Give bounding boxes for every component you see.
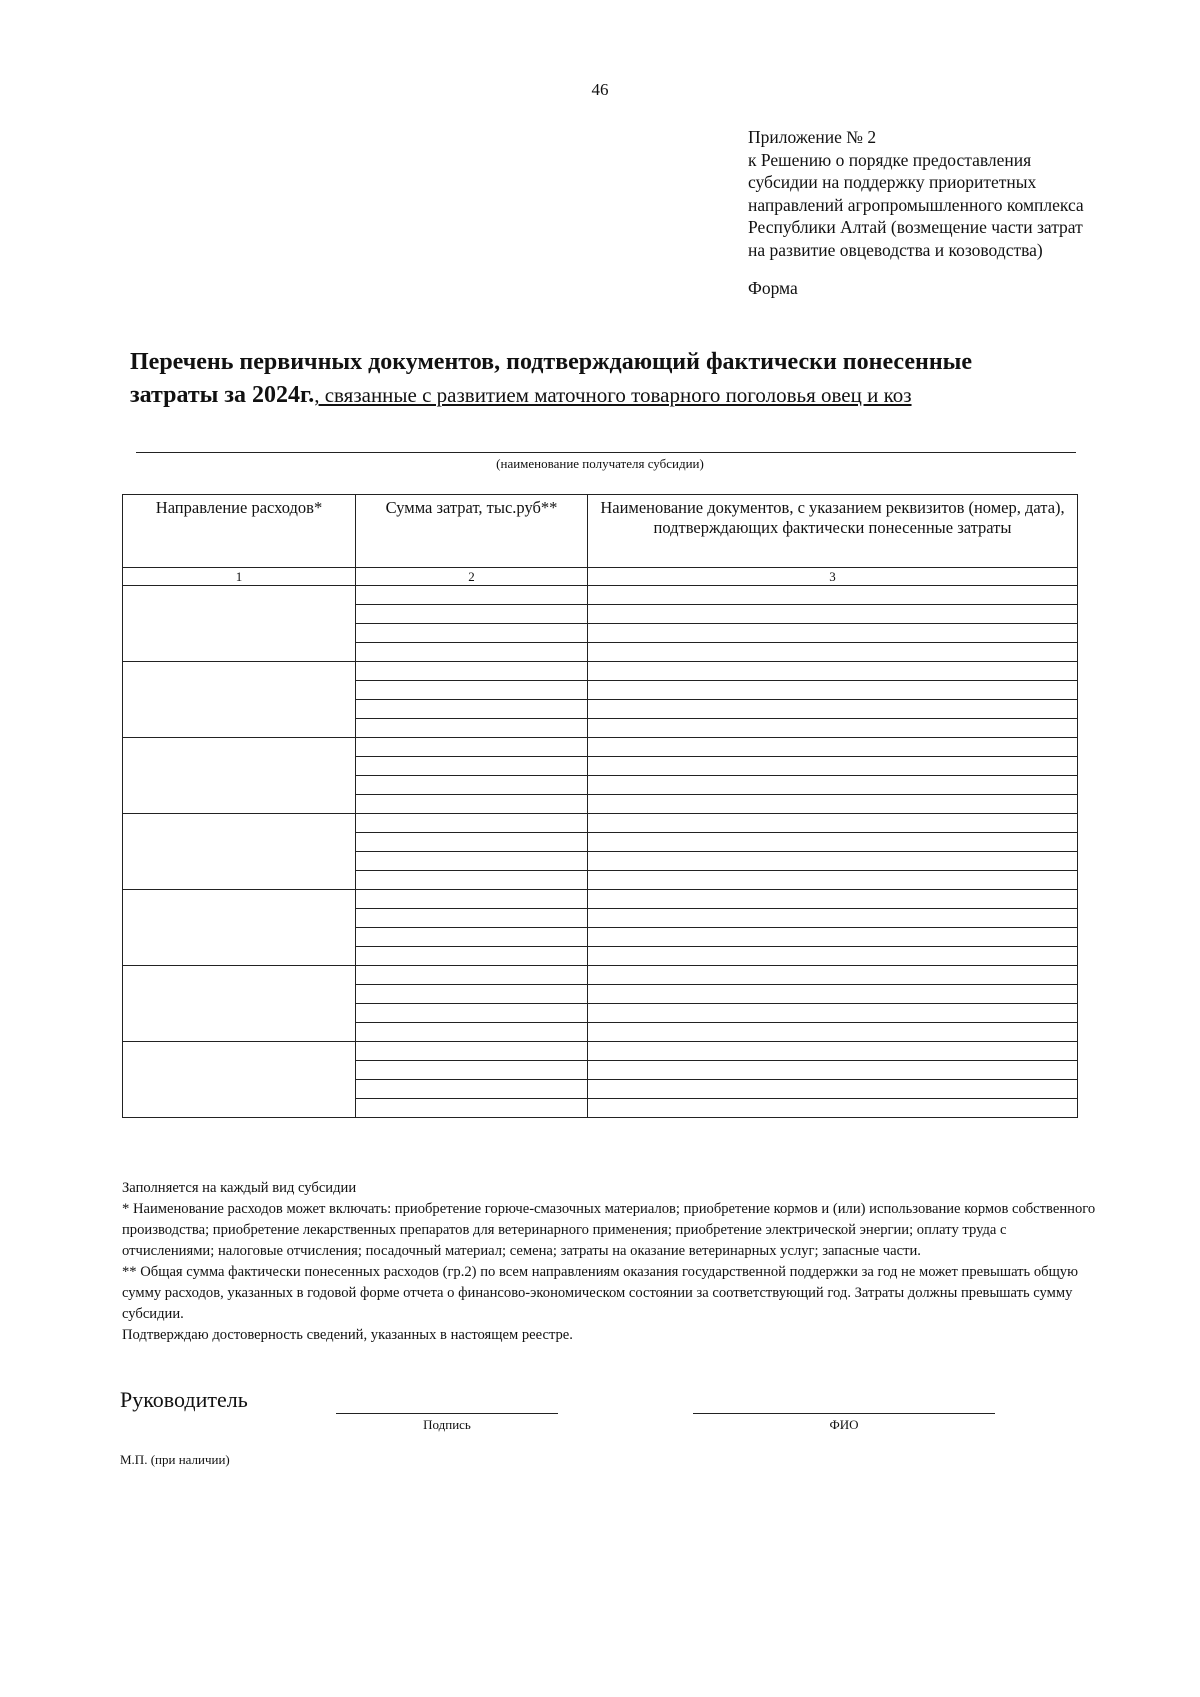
cost-sum-cell[interactable]: [356, 700, 588, 719]
cost-sum-cell[interactable]: [356, 605, 588, 624]
title-subject: , связанные с развитием маточного товарного поголовья овец и коз: [314, 383, 912, 407]
document-cell[interactable]: [588, 890, 1078, 909]
cost-sum-cell[interactable]: [356, 947, 588, 966]
appendix-line: Республики Алтай (возмещение части затрат: [748, 217, 1083, 237]
column-number-1: 1: [123, 568, 356, 586]
title-line-1: Перечень первичных документов, подтверждающий фактически понесенные: [130, 349, 973, 375]
document-cell[interactable]: [588, 738, 1078, 757]
cost-sum-cell[interactable]: [356, 1023, 588, 1042]
document-title: [130, 346, 1130, 412]
document-cell[interactable]: [588, 662, 1078, 681]
document-cell[interactable]: [588, 928, 1078, 947]
appendix-line: на развитие овцеводства и козоводства): [748, 239, 1043, 260]
form-label: Форма: [748, 278, 798, 298]
cost-sum-cell[interactable]: [356, 909, 588, 928]
cost-sum-cell[interactable]: [356, 795, 588, 814]
costs-table-wrapper: [122, 494, 1078, 1118]
document-cell[interactable]: [588, 966, 1078, 985]
cost-sum-cell[interactable]: [356, 776, 588, 795]
recipient-caption: (наименование получателя субсидии): [496, 456, 704, 471]
cost-sum-cell[interactable]: [356, 757, 588, 776]
table-row: [123, 662, 1078, 681]
document-cell[interactable]: [588, 852, 1078, 871]
document-cell[interactable]: [588, 681, 1078, 700]
expense-direction-cell[interactable]: [123, 662, 356, 738]
document-cell[interactable]: [588, 1023, 1078, 1042]
cost-sum-cell[interactable]: [356, 928, 588, 947]
cost-sum-cell[interactable]: [356, 852, 588, 871]
cost-sum-cell[interactable]: [356, 985, 588, 1004]
note-expense-footnote: * Наименование расходов может включать: приобретение горюче-смазочных материалов; приобретение кормов и (или) использование кормов собственного производства; приобретение лекарственных препаратов для ветеринарного применения; приобретение электрической энергии; оплату труда с отчислениями; налоговые отчисления; посадочный материал; семена; затраты на оказание ветеринарных услуг; запасные части.: [122, 1201, 1096, 1259]
document-cell[interactable]: [588, 947, 1078, 966]
note-confirmation: Подтверждаю достоверность сведений, указанных в настоящем реестре.: [122, 1327, 573, 1343]
table-row: [123, 966, 1078, 985]
title-year: затраты за 2024г.: [130, 382, 315, 408]
appendix-line: направлений агропромышленного комплекса: [748, 194, 1084, 215]
document-cell[interactable]: [588, 1099, 1078, 1118]
document-cell[interactable]: [588, 1042, 1078, 1061]
table-row: [123, 814, 1078, 833]
cost-sum-cell[interactable]: [356, 643, 588, 662]
cost-sum-cell[interactable]: [356, 719, 588, 738]
cost-sum-cell[interactable]: [356, 966, 588, 985]
note-fill-instruction: Заполняется на каждый вид субсидии: [122, 1180, 357, 1196]
table-row: [123, 738, 1078, 757]
expense-direction-cell[interactable]: [123, 966, 356, 1042]
cost-sum-cell[interactable]: [356, 1099, 588, 1118]
document-cell[interactable]: [588, 757, 1078, 776]
cost-sum-cell[interactable]: [356, 1061, 588, 1080]
appendix-line: субсидии на поддержку приоритетных: [748, 172, 1037, 192]
cost-sum-cell[interactable]: [356, 1042, 588, 1061]
appendix-line: к Решению о порядке предоставления: [748, 149, 1032, 170]
expense-direction-cell[interactable]: [123, 1042, 356, 1118]
signature-role-label: Руководитель: [120, 1387, 248, 1412]
table-row: [123, 1042, 1078, 1061]
document-cell[interactable]: [588, 643, 1078, 662]
name-caption: ФИО: [829, 1417, 859, 1432]
document-cell[interactable]: [588, 605, 1078, 624]
cost-sum-cell[interactable]: [356, 662, 588, 681]
table-row: [123, 890, 1078, 909]
table-row: [123, 586, 1078, 605]
document-cell[interactable]: [588, 719, 1078, 738]
appendix-line: Приложение № 2: [748, 127, 877, 147]
expense-direction-cell[interactable]: [123, 586, 356, 662]
cost-sum-cell[interactable]: [356, 681, 588, 700]
cost-sum-cell[interactable]: [356, 738, 588, 757]
document-cell[interactable]: [588, 700, 1078, 719]
signature-line[interactable]: [336, 1413, 558, 1414]
column-number-3: 3: [588, 568, 1078, 586]
header-expense-direction: Направление расходов*: [123, 495, 356, 568]
cost-sum-cell[interactable]: [356, 871, 588, 890]
note-sum-footnote: ** Общая сумма фактически понесенных расходов (гр.2) по всем направлениям оказания государственной поддержки за год не может превышать общую сумму расходов, указанных в годовой форме отчета о финансово-экономическом состоянии за соответствующий год. Затраты должны превышать сумму субсидии.: [122, 1264, 1079, 1322]
expense-direction-cell[interactable]: [123, 814, 356, 890]
document-cell[interactable]: [588, 776, 1078, 795]
document-cell[interactable]: [588, 871, 1078, 890]
document-cell[interactable]: [588, 1004, 1078, 1023]
document-cell[interactable]: [588, 624, 1078, 643]
costs-table: [122, 494, 1078, 1118]
notes-block: [122, 1178, 1097, 1346]
document-cell[interactable]: [588, 586, 1078, 605]
cost-sum-cell[interactable]: [356, 624, 588, 643]
cost-sum-cell[interactable]: [356, 586, 588, 605]
cost-sum-cell[interactable]: [356, 890, 588, 909]
document-cell[interactable]: [588, 1061, 1078, 1080]
cost-sum-cell[interactable]: [356, 1004, 588, 1023]
document-cell[interactable]: [588, 814, 1078, 833]
cost-sum-cell[interactable]: [356, 814, 588, 833]
document-cell[interactable]: [588, 909, 1078, 928]
name-line[interactable]: [693, 1413, 995, 1414]
header-cost-sum: Сумма затрат, тыс.руб**: [356, 495, 588, 568]
appendix-block: [748, 126, 1084, 300]
document-cell[interactable]: [588, 795, 1078, 814]
document-cell[interactable]: [588, 833, 1078, 852]
document-cell[interactable]: [588, 1080, 1078, 1099]
title-line-2: [130, 379, 1130, 412]
cost-sum-cell[interactable]: [356, 833, 588, 852]
stamp-note: М.П. (при наличии): [120, 1452, 230, 1467]
expense-direction-cell[interactable]: [123, 738, 356, 814]
table-body: [123, 586, 1078, 1118]
recipient-name-line[interactable]: [136, 452, 1076, 453]
expense-direction-cell[interactable]: [123, 890, 356, 966]
header-documents: Наименование документов, с указанием реквизитов (номер, дата), подтверждающих фактически понесенные затраты: [588, 495, 1078, 568]
signature-caption: Подпись: [423, 1417, 471, 1432]
document-cell[interactable]: [588, 985, 1078, 1004]
page-number: 46: [591, 80, 609, 99]
column-number-2: 2: [356, 568, 588, 586]
cost-sum-cell[interactable]: [356, 1080, 588, 1099]
